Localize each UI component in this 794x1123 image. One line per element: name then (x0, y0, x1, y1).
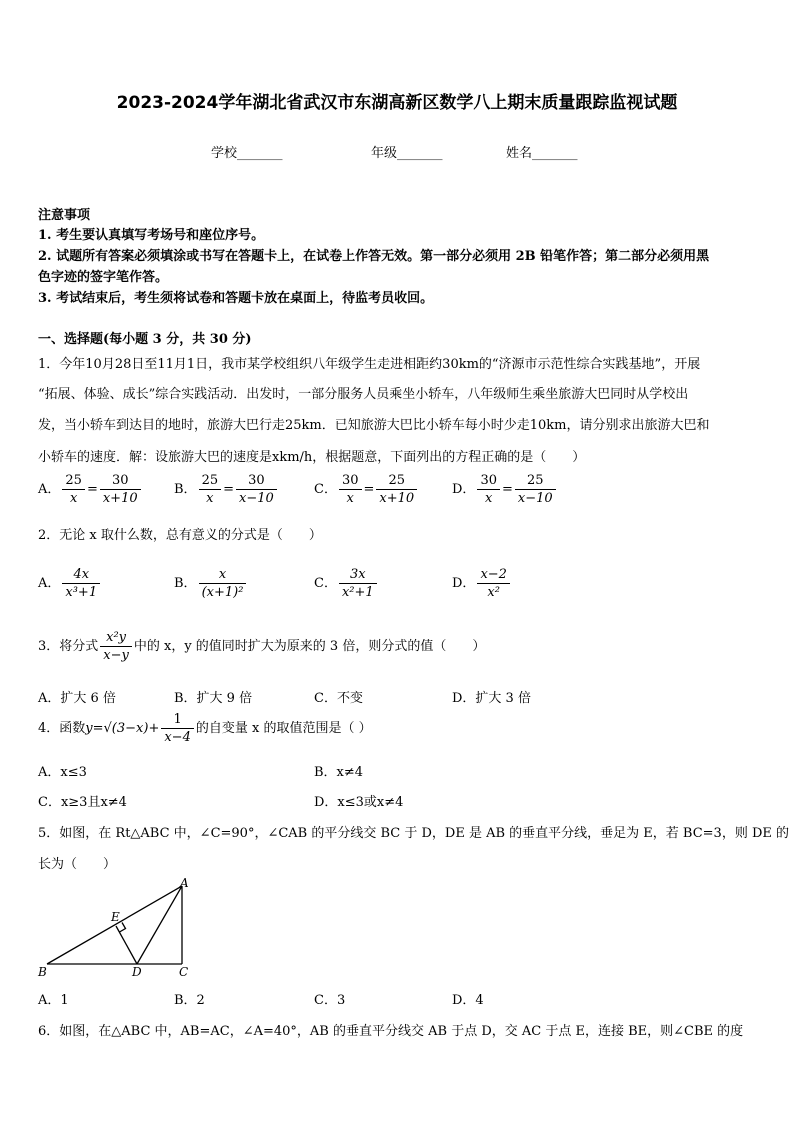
option-label: B． (174, 576, 197, 591)
fraction: $\frac{25}{x}$ (199, 473, 222, 506)
fraction: $\frac{1}{x-4}$ (161, 712, 194, 745)
triangle-figure (30, 875, 205, 980)
option-label: C． (314, 482, 337, 497)
label-d: D (132, 965, 142, 979)
label-c: C (179, 965, 189, 979)
segment-de (116, 926, 137, 964)
q1-option-d: D． $\frac{30}{x}$ = $\frac{25}{x-10}$ (452, 473, 558, 506)
name-field: 姓名_______ (506, 146, 578, 161)
section-heading: 一、选择题(每小题 3 分，共 30 分) (38, 332, 252, 347)
q4-option-c: C．x≥3且x≠4 (38, 795, 127, 810)
q1-option-b: B． $\frac{25}{x}$ = $\frac{30}{x-10}$ (174, 473, 279, 506)
q3-option-a: A．扩大 6 倍 (38, 691, 116, 706)
q3-stem: 3．将分式 $\frac{\text{x²y}}{x-y}$ 中的 x，y 的值同时扩大为原来的 3 倍，则分式的值（ ） (38, 630, 486, 663)
fraction: $\frac{25}{x+10}$ (376, 473, 417, 506)
q2-option-c (314, 567, 379, 600)
segment-ab (47, 886, 182, 964)
notice-item: 3. 考试结束后，考生须将试卷和答题卡放在桌面上，待监考员收回。 (38, 291, 434, 306)
fraction: $\frac{25}{x-10}$ (515, 473, 556, 506)
q1-line: 小轿车的速度．解：设旅游大巴的速度是xkm/h，根据题意，下面列出的方程正确的是（ ） (38, 450, 586, 465)
option-label: B． (174, 482, 197, 497)
fraction: $\frac{x-2}{\text{x²}}$ (477, 567, 510, 600)
fraction: $\frac{4x}{\text{x³+1}}$ (62, 567, 100, 600)
fraction: $\frac{30}{x-10}$ (236, 473, 277, 506)
q3-option-b: B．扩大 9 倍 (174, 691, 253, 706)
q1-option-a: A． $\frac{25}{x}$ = $\frac{30}{x+10}$ (38, 473, 143, 506)
q2-stem: 2．无论 x 取什么数，总有意义的分式是（ ） (38, 528, 322, 543)
fraction: $\frac{30}{x+10}$ (100, 473, 141, 506)
q5-option-a: A．1 (38, 993, 69, 1008)
fraction: $\frac{30}{x}$ (339, 473, 362, 506)
q1-line: 1．今年10月28日至11月1日，我市某学校组织八年级学生走进相距约30km的“济源市示范性综合实践基地”，开展 (38, 357, 701, 372)
q2-option-a (38, 567, 102, 600)
q3-option-d: D．扩大 3 倍 (452, 691, 531, 706)
option-label: A． (38, 576, 61, 591)
q3-option-c: C．不变 (314, 691, 363, 706)
page-title: 2023-2024学年湖北省武汉市东湖高新区数学八上期末质量跟踪监视试题 (116, 93, 678, 113)
label-b: B (38, 965, 47, 979)
fraction: $\frac{3x}{\text{x²+1}}$ (339, 567, 377, 600)
q1-line: 发，当小轿车到达目的地时，旅游大巴行走25km．已知旅游大巴比小轿车每小时少走10km，请分别求出旅游大巴和 (38, 418, 710, 433)
segment-ad (137, 886, 182, 964)
fraction: $\frac{x}{\text{(x+1)²}}$ (199, 567, 247, 600)
q1-option-c: C． $\frac{30}{x}$ = $\frac{25}{x+10}$ (314, 473, 419, 506)
label-e: E (111, 910, 120, 924)
label-a: A (180, 876, 189, 890)
q5-option-c: C．3 (314, 993, 346, 1008)
fraction: $\frac{\text{x²y}}{x-y}$ (100, 630, 132, 663)
q2-option-d (452, 567, 512, 600)
notice-item: 1. 考生要认真填写考场号和座位序号。 (38, 228, 265, 243)
q4-option-d: D．x≤3或x≠4 (314, 795, 404, 810)
fraction: $\frac{25}{x}$ (62, 473, 85, 506)
option-label: C． (314, 576, 337, 591)
q1-line: “拓展、体验、成长”综合实践活动．出发时，一部分服务人员乘坐小轿车，八年级师生乘坐旅游大巴同时从学校出 (38, 387, 689, 402)
q4-option-b: B．x≠4 (314, 765, 364, 780)
grade-field: 年级_______ (371, 146, 443, 161)
q2-option-b (174, 567, 248, 600)
option-label: D． (452, 482, 476, 497)
q5-line: 5．如图，在 Rt△ABC 中，∠C=90°，∠CAB 的平分线交 BC 于 D，DE 是 AB 的垂直平分线，垂足为 E，若 BC=3，则 DE 的 (38, 826, 790, 841)
notice-heading: 注意事项 (38, 208, 91, 223)
q5-option-d: D．4 (452, 993, 484, 1008)
fraction: $\frac{30}{x}$ (477, 473, 500, 506)
option-label: D． (452, 576, 476, 591)
q5-line: 长为（ ） (38, 857, 117, 872)
q4-option-a: A．x≤3 (38, 765, 87, 780)
q4-stem: 4．函数y=√(3−x)+ $\frac{1}{x-4}$ 的自变量 x 的取值范围是（ ） (38, 712, 372, 745)
school-field: 学校_______ (211, 146, 283, 161)
q5-option-b: B．2 (174, 993, 205, 1008)
right-angle-mark (120, 923, 126, 933)
notice-item: 2. 试题所有答案必须填涂或书写在答题卡上，在试卷上作答无效。第一部分必须用 2B 铅笔作答；第二部分必须用黑 (38, 249, 710, 264)
notice-item: 色字迹的签字笔作答。 (38, 270, 169, 285)
q6-line: 6．如图，在△ABC 中，AB=AC，∠A=40°，AB 的垂直平分线交 AB 于点 D，交 AC 于点 E，连接 BE，则∠CBE 的度 (38, 1024, 744, 1039)
option-label: A． (38, 482, 61, 497)
